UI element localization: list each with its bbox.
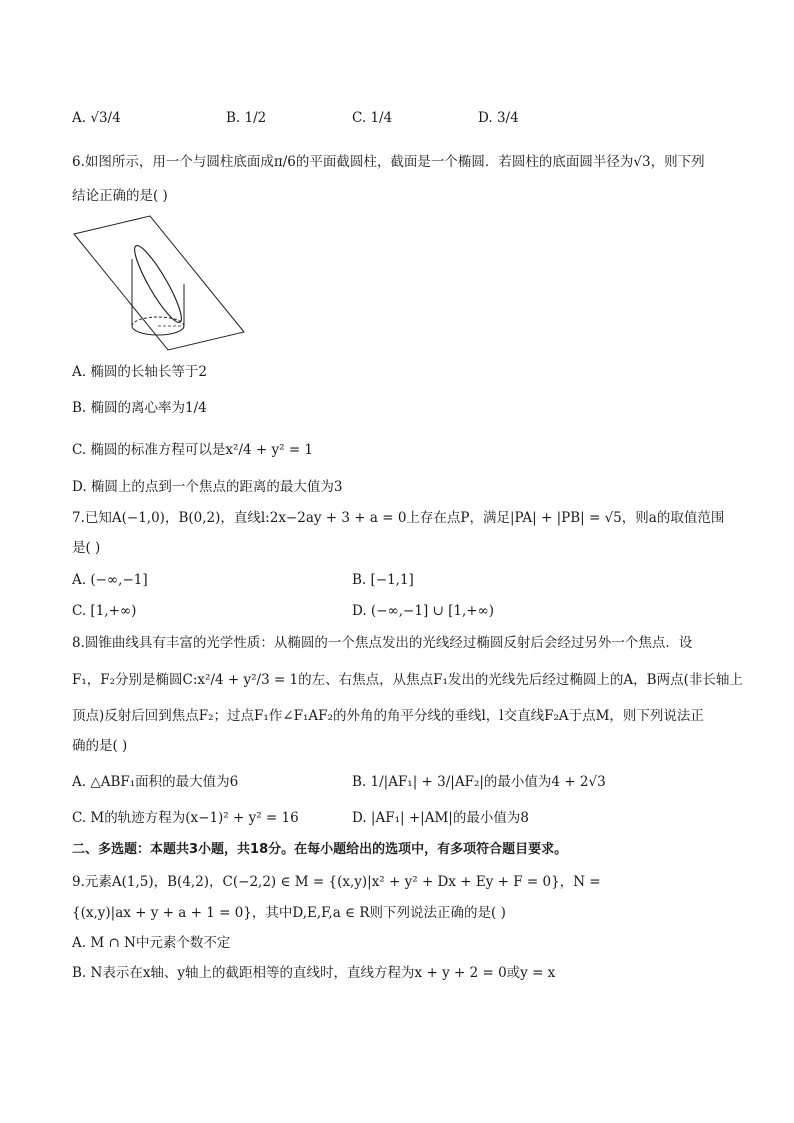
q8-stem-line1: 8.圆锥曲线具有丰富的光学性质：从椭圆的一个焦点发出的光线经过椭圆反射后会经过另外一个焦点．设 xyxy=(72,635,693,651)
q8-stem-line3: 顶点)反射后回到焦点F₂；过点F₁作∠F₁AF₂的外角的角平分线的垂线l，l交直线F₂A于点M，则下列说法正 xyxy=(72,708,704,724)
section-heading-multiple-choice: 二、多选题：本题共3小题，共18分。在每小题给出的选项中，有多项符合题目要求。 xyxy=(72,842,568,857)
q6-stem-line2: 结论正确的是( ) xyxy=(72,188,168,204)
option-text: 1/2 xyxy=(244,110,267,126)
cylinder-section-figure xyxy=(72,214,252,354)
q5-option-a[interactable] xyxy=(72,108,121,128)
q8-option-c[interactable]: C. M的轨迹方程为(x−1)² + y² = 16 xyxy=(72,810,299,826)
q6-option-a[interactable]: A. 椭圆的长轴长等于2 xyxy=(72,364,207,380)
q5-option-c[interactable] xyxy=(352,108,392,128)
q7-option-d[interactable]: D. (−∞,−1] ∪ [1,+∞) xyxy=(352,603,495,619)
q7-stem-line2: 是( ) xyxy=(72,540,101,556)
q8-option-d[interactable]: D. |AF₁| +|AM|的最小值为8 xyxy=(352,810,529,826)
option-text: √3/4 xyxy=(90,110,121,126)
q8-option-b[interactable]: B. 1/|AF₁| + 3/|AF₂|的最小值为4 + 2√3 xyxy=(352,774,606,790)
q5-option-b[interactable] xyxy=(226,108,266,128)
q9-stem-line1: 9.元素A(1,5)，B(4,2)，C(−2,2) ∈ M = {(x,y)|x² + y² + Dx + Ey + F = 0}，N = xyxy=(72,874,601,890)
q9-option-a[interactable]: A. M ∩ N中元素个数不定 xyxy=(72,935,231,951)
q6-stem-line1: 6.如图所示，用一个与圆柱底面成π/6的平面截圆柱，截面是一个椭圆．若圆柱的底面圆半径为√3，则下列 xyxy=(72,154,705,170)
q5-option-d[interactable] xyxy=(478,108,519,128)
q8-option-a[interactable]: A. △ABF₁面积的最大值为6 xyxy=(72,774,239,790)
option-letter: C. xyxy=(352,110,367,126)
q8-stem-line4: 确的是( ) xyxy=(72,738,128,754)
q7-option-a[interactable]: A. (−∞,−1] xyxy=(72,572,148,588)
option-text: 3/4 xyxy=(496,110,519,126)
q9-stem-line2: {(x,y)|ax + y + a + 1 = 0}，其中D,E,F,a ∈ R则下列说法正确的是( ) xyxy=(72,905,506,921)
option-letter: B. xyxy=(226,110,241,126)
q7-option-b[interactable]: B. [−1,1] xyxy=(352,572,414,588)
q8-stem-line2: F₁，F₂分别是椭圆C:x²/4 + y²/3 = 1的左、右焦点，从焦点F₁发出的光线先后经过椭圆上的A，B两点(非长轴上 xyxy=(72,672,743,688)
option-letter: A. xyxy=(72,110,87,126)
q6-option-c[interactable]: C. 椭圆的标准方程可以是x²/4 + y² = 1 xyxy=(72,442,314,458)
q6-option-d[interactable]: D. 椭圆上的点到一个焦点的距离的最大值为3 xyxy=(72,479,343,495)
option-letter: D. xyxy=(478,110,493,126)
q6-option-b[interactable]: B. 椭圆的离心率为1/4 xyxy=(72,400,207,416)
q7-option-c[interactable]: C. [1,+∞) xyxy=(72,603,137,619)
q7-stem-line1: 7.已知A(−1,0)，B(0,2)，直线l:2x−2ay + 3 + a = 0上存在点P，满足|PA| + |PB| = √5，则a的取值范围 xyxy=(72,510,725,526)
option-text: 1/4 xyxy=(370,110,393,126)
q9-option-b[interactable]: B. N表示在x轴、y轴上的截距相等的直线时，直线方程为x + y + 2 = 0或y = x xyxy=(72,965,556,981)
